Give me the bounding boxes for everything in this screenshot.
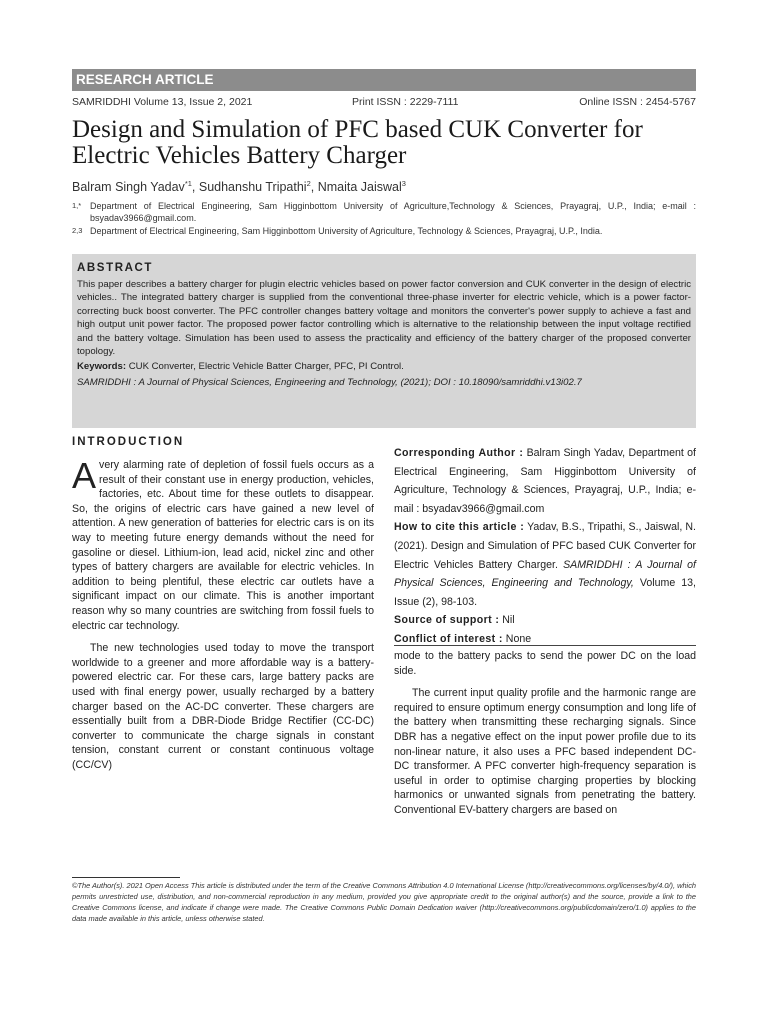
conflict-of-interest-label: Conflict of interest : bbox=[394, 632, 503, 645]
author-name: Sudhanshu Tripathi bbox=[198, 180, 307, 195]
author-sup: 3 bbox=[401, 179, 406, 188]
correspondence-divider bbox=[394, 645, 696, 646]
source-of-support-label: Source of support : bbox=[394, 614, 500, 627]
author-name: Balram Singh Yadav bbox=[72, 180, 185, 195]
conflict-of-interest-text: None bbox=[502, 632, 532, 645]
abstract-citation: SAMRIDDHI : A Journal of Physical Sciences, Engineering and Technology, (2021); DOI : 10.18090/samriddhi.v13i02.7 bbox=[77, 376, 582, 388]
affiliation-text: Department of Electrical Engineering, Sam Higginbottom University of Agriculture,Technology & Sciences, Prayagraj, U.P., India; e-mail : bsyadav3966@gmail.com. bbox=[90, 201, 696, 223]
how-to-cite-volume: Volume 13, Issue (2), 98-103. bbox=[394, 577, 697, 608]
journal-meta-line bbox=[72, 96, 696, 110]
keywords-text: CUK Converter, Electric Vehicle Batter Charger, PFC, PI Control. bbox=[126, 361, 404, 373]
right-paragraph-2: The current input quality profile and the harmonic range are required to ensure optimum energy consumption and long life of the battery when transmitting these recharging signals. Since DBR has a negative effect on the input power profile due to its non-linear nature, it also uses a PFC based independent DC-DC transformer. A PFC converter high-frequency separation is useful in order to optimise charging properties by blocking harmonics or unwanted signals from penetrating the battery. Conventional EV-battery chargers are based on bbox=[394, 687, 696, 816]
affiliation-1 bbox=[72, 200, 696, 224]
author-sep: , bbox=[310, 180, 318, 195]
correspondence-box bbox=[394, 444, 696, 649]
keywords-line bbox=[77, 360, 691, 373]
journal-issue: SAMRIDDHI Volume 13, Issue 2, 2021 bbox=[72, 96, 253, 108]
abstract-body: This paper describes a battery charger for plugin electric vehicles based on power factor conversion and CUK converter in the design of electric vehicles.. The integrated battery charger is supplied from the conventional three-phase inverter for electric vehicle, which is a power factor-correcting buck boost converter. The PFC controller changes battery voltage and monitors the converter's power supply to achieve a fast and high output unit power factor. The proposed power factor controlling which is alternative to the relationship between the input voltage rectified and the battery voltage. Simulation has been used to assess the practicality and efficiency of the battery charger of the proposed converter topology. bbox=[77, 279, 691, 358]
article-type-banner: RESEARCH ARTICLE bbox=[72, 69, 696, 91]
corresponding-author-label: Corresponding Author : bbox=[394, 447, 524, 459]
intro-paragraph-1 bbox=[72, 455, 374, 633]
corresponding-author bbox=[394, 444, 696, 518]
affiliation-2 bbox=[72, 225, 696, 237]
author-sep: , bbox=[191, 180, 199, 195]
affiliation-mark: 1,* bbox=[72, 201, 82, 210]
how-to-cite-label: How to cite this article : bbox=[394, 521, 525, 534]
license-footnote: ©The Author(s). 2021 Open Access This article is distributed under the term of the Creative Commons Attribution 4.0 International License (http://creativecommons.org/licenses/by/4.0/), which permits unrestricted use, distribution, and non-commercial reproduction in any medium, provided you give appropriate credit to the original author(s) and the source, provide a link to the Creative Commons license, and indicate if change were made. The Creative Commons Public Domain Dedication waiver (http://creativecommons.org/publicdomain/zero/1.0) applies to the data made available in this article, unless otherwise stated. bbox=[72, 881, 696, 923]
source-of-support-text: Nil bbox=[499, 614, 515, 627]
source-of-support bbox=[394, 611, 696, 630]
how-to-cite-journal: SAMRIDDHI : A Journal of Physical Sciences, Engineering and Technology, bbox=[394, 558, 696, 590]
right-paragraph-1: mode to the battery packs to send the power DC on the load side. bbox=[394, 650, 696, 677]
dropcap-letter: A bbox=[72, 455, 97, 496]
introduction-heading: INTRODUCTION bbox=[72, 436, 185, 448]
abstract-heading: ABSTRACT bbox=[77, 262, 154, 274]
author-list bbox=[72, 179, 406, 194]
affiliation-mark: 2,3 bbox=[72, 226, 83, 235]
left-column bbox=[72, 455, 374, 780]
intro-paragraph-1-text: very alarming rate of depletion of fossil fuels occurs as a result of their constant use in energy production, vehicles, factories, etc. About time for these outlets to disappear. So, the origins of electric cars have gained a new level of attention. A new generation of batteries for electric cars is on its way to meeting future energy demands without the need for gasoline or diesel. Lithium-ion, lead acid, nickel zinc and other types of battery chargers are available for electric vehicles. In addition to being plentiful, these electric car outlets have a significant impact on our climate. This is another important reason why so many countries are switching from fossil fuels to electric car technology. bbox=[72, 459, 374, 632]
author-name: Nmaita Jaiswal bbox=[317, 180, 402, 195]
intro-paragraph-2: The new technologies used today to move the transport worldwide to a greener and more affordable way is a battery-powered electric car. For these cars, large battery packs are used with final energy power, usually recharged by a battery charger based on the AC-DC converter. These chargers are essentially built from a DBR-Diode Bridge Rectifier (CC-DC) converter to communicate the charge signals in constant tension, constant current or constant continuous voltage (CC/CV) bbox=[72, 642, 374, 771]
corresponding-author-text: Balram Singh Yadav, Department of Electrical Engineering, Sam Higginbottom University of Agriculture, Technology & Sciences, Prayagraj, U.P., India; e-mail : bsyadav3966@gmail.com bbox=[394, 447, 696, 515]
how-to-cite bbox=[394, 518, 696, 611]
how-to-cite-text: Yadav, B.S., Tripathi, S., Jaiswal, N. (2021). Design and Simulation of PFC based CUK Converter for Electric Vehicles Battery Charger. bbox=[394, 521, 696, 571]
author-sup: *1 bbox=[184, 179, 192, 188]
affiliation-text: Department of Electrical Engineering, Sam Higginbottom University of Agriculture, Technology & Sciences, Prayagraj, U.P., India. bbox=[90, 226, 603, 236]
footnote-rule bbox=[72, 877, 180, 878]
author-sup: 2 bbox=[306, 179, 311, 188]
keywords-label: Keywords: bbox=[77, 361, 127, 373]
right-column bbox=[394, 649, 696, 826]
online-issn: Online ISSN : 2454-5767 bbox=[579, 96, 696, 108]
abstract-box bbox=[72, 254, 696, 428]
article-title: Design and Simulation of PFC based CUK Converter for Electric Vehicles Battery Charger bbox=[72, 116, 643, 169]
print-issn: Print ISSN : 2229-7111 bbox=[352, 96, 459, 108]
